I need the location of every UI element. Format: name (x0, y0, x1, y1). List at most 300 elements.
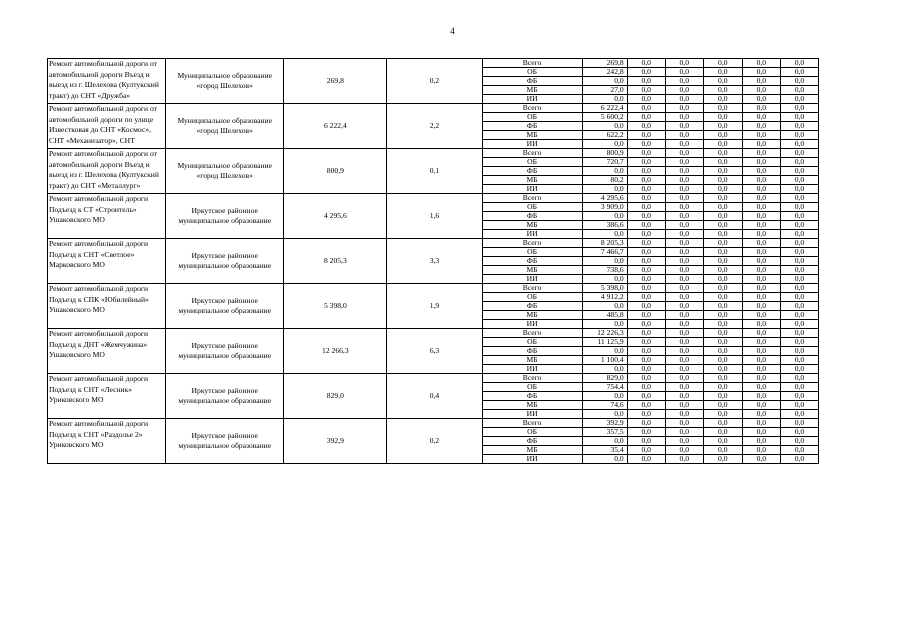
year-value-cell: 0,0 (703, 68, 742, 77)
funding-source-cell: МБ (482, 86, 582, 95)
year-value-cell: 0,0 (627, 257, 665, 266)
year-value-cell: 0,0 (627, 86, 665, 95)
table-row (48, 59, 819, 68)
funding-source-cell: МБ (482, 266, 582, 275)
total-cost-cell: 829,0 (284, 374, 387, 419)
year-value-cell: 0,0 (703, 149, 742, 158)
funding-source-cell: МБ (482, 311, 582, 320)
year-value-cell: 0,0 (665, 95, 703, 104)
year-value-cell: 0,0 (665, 113, 703, 122)
funding-amount-cell: 0,0 (582, 347, 627, 356)
year-value-cell: 0,0 (742, 149, 780, 158)
funding-amount-cell: 80,2 (582, 176, 627, 185)
municipality-cell: Иркутское районное муниципальное образование (166, 194, 284, 239)
funding-amount-cell: 35,4 (582, 446, 627, 455)
year-value-cell: 0,0 (665, 329, 703, 338)
funding-source-cell: ОБ (482, 428, 582, 437)
year-value-cell: 0,0 (703, 284, 742, 293)
funding-source-cell: ИИ (482, 410, 582, 419)
year-value-cell: 0,0 (627, 194, 665, 203)
year-value-cell: 0,0 (665, 392, 703, 401)
year-value-cell: 0,0 (742, 428, 780, 437)
year-value-cell: 0,0 (627, 419, 665, 428)
funding-source-cell: Всего (482, 329, 582, 338)
year-value-cell: 0,0 (780, 329, 818, 338)
year-value-cell: 0,0 (780, 383, 818, 392)
year-value-cell: 0,0 (665, 338, 703, 347)
year-value-cell: 0,0 (665, 239, 703, 248)
year-value-cell: 0,0 (627, 167, 665, 176)
year-value-cell: 0,0 (627, 59, 665, 68)
year-value-cell: 0,0 (627, 230, 665, 239)
funding-amount-cell: 829,0 (582, 374, 627, 383)
funding-source-cell: ОБ (482, 293, 582, 302)
year-value-cell: 0,0 (703, 158, 742, 167)
municipality-cell: Муниципальное образование «город Шелехов» (166, 149, 284, 194)
year-value-cell: 0,0 (627, 149, 665, 158)
funding-source-cell: ОБ (482, 68, 582, 77)
year-value-cell: 0,0 (665, 140, 703, 149)
funding-amount-cell: 8 205,3 (582, 239, 627, 248)
year-value-cell: 0,0 (742, 140, 780, 149)
funding-source-cell: МБ (482, 446, 582, 455)
year-value-cell: 0,0 (665, 194, 703, 203)
year-value-cell: 0,0 (780, 158, 818, 167)
year-value-cell: 0,0 (703, 95, 742, 104)
year-value-cell: 0,0 (703, 77, 742, 86)
year-value-cell: 0,0 (627, 365, 665, 374)
year-value-cell: 0,0 (703, 212, 742, 221)
funding-amount-cell: 0,0 (582, 212, 627, 221)
year-value-cell: 0,0 (665, 149, 703, 158)
year-value-cell: 0,0 (665, 221, 703, 230)
year-value-cell: 0,0 (780, 257, 818, 266)
funding-amount-cell: 0,0 (582, 257, 627, 266)
year-value-cell: 0,0 (703, 410, 742, 419)
funding-amount-cell: 1 100,4 (582, 356, 627, 365)
year-value-cell: 0,0 (703, 329, 742, 338)
year-value-cell: 0,0 (665, 275, 703, 284)
year-value-cell: 0,0 (780, 95, 818, 104)
funding-amount-cell: 0,0 (582, 77, 627, 86)
year-value-cell: 0,0 (627, 320, 665, 329)
year-value-cell: 0,0 (780, 392, 818, 401)
funding-source-cell: ФБ (482, 347, 582, 356)
year-value-cell: 0,0 (627, 437, 665, 446)
funding-amount-cell: 269,8 (582, 59, 627, 68)
year-value-cell: 0,0 (627, 212, 665, 221)
year-value-cell: 0,0 (780, 59, 818, 68)
year-value-cell: 0,0 (780, 167, 818, 176)
year-value-cell: 0,0 (742, 293, 780, 302)
year-value-cell: 0,0 (742, 338, 780, 347)
municipality-cell: Иркутское районное муниципальное образование (166, 419, 284, 464)
year-value-cell: 0,0 (780, 104, 818, 113)
funding-amount-cell: 622,2 (582, 131, 627, 140)
funding-amount-cell: 0,0 (582, 230, 627, 239)
year-value-cell: 0,0 (665, 212, 703, 221)
year-value-cell: 0,0 (742, 392, 780, 401)
year-value-cell: 0,0 (703, 239, 742, 248)
road-name-cell: Ремонт автомобильной дороги Подъезд к СТ «Строитель» Ушаковского МО (48, 194, 166, 239)
funding-source-cell: ФБ (482, 257, 582, 266)
year-value-cell: 0,0 (627, 284, 665, 293)
funding-amount-cell: 386,6 (582, 221, 627, 230)
year-value-cell: 0,0 (780, 248, 818, 257)
funding-source-cell: МБ (482, 176, 582, 185)
year-value-cell: 0,0 (665, 59, 703, 68)
year-value-cell: 0,0 (627, 329, 665, 338)
year-value-cell: 0,0 (703, 131, 742, 140)
year-value-cell: 0,0 (665, 266, 703, 275)
year-value-cell: 0,0 (780, 230, 818, 239)
funding-amount-cell: 0,0 (582, 455, 627, 464)
year-value-cell: 0,0 (627, 311, 665, 320)
year-value-cell: 0,0 (627, 122, 665, 131)
year-value-cell: 0,0 (742, 266, 780, 275)
year-value-cell: 0,0 (665, 446, 703, 455)
year-value-cell: 0,0 (742, 158, 780, 167)
year-value-cell: 0,0 (703, 401, 742, 410)
year-value-cell: 0,0 (703, 230, 742, 239)
year-value-cell: 0,0 (742, 356, 780, 365)
year-value-cell: 0,0 (780, 302, 818, 311)
year-value-cell: 0,0 (627, 95, 665, 104)
municipality-cell: Иркутское районное муниципальное образование (166, 329, 284, 374)
funding-amount-cell: 5 398,0 (582, 284, 627, 293)
year-value-cell: 0,0 (742, 257, 780, 266)
funding-amount-cell: 392,9 (582, 419, 627, 428)
year-value-cell: 0,0 (627, 293, 665, 302)
year-value-cell: 0,0 (665, 437, 703, 446)
funding-amount-cell: 4 295,6 (582, 194, 627, 203)
funding-amount-cell: 6 222,4 (582, 104, 627, 113)
year-value-cell: 0,0 (780, 77, 818, 86)
road-name-cell: Ремонт автомобильной дороги от автомобильной дороги по улице Известковая до СНТ «Космос», СНТ «Механизатор», СНТ (48, 104, 166, 149)
year-value-cell: 0,0 (742, 284, 780, 293)
year-value-cell: 0,0 (780, 365, 818, 374)
year-value-cell: 0,0 (665, 230, 703, 239)
year-value-cell: 0,0 (780, 239, 818, 248)
year-value-cell: 0,0 (703, 194, 742, 203)
year-value-cell: 0,0 (627, 158, 665, 167)
year-value-cell: 0,0 (665, 383, 703, 392)
year-value-cell: 0,0 (742, 230, 780, 239)
funding-amount-cell: 12 226,3 (582, 329, 627, 338)
year-value-cell: 0,0 (742, 275, 780, 284)
funding-source-cell: ОБ (482, 383, 582, 392)
year-value-cell: 0,0 (703, 347, 742, 356)
funding-amount-cell: 0,0 (582, 185, 627, 194)
funding-amount-cell: 357,5 (582, 428, 627, 437)
year-value-cell: 0,0 (703, 392, 742, 401)
year-value-cell: 0,0 (742, 113, 780, 122)
year-value-cell: 0,0 (742, 221, 780, 230)
funding-source-cell: Всего (482, 239, 582, 248)
year-value-cell: 0,0 (627, 68, 665, 77)
page-number: 4 (450, 26, 455, 36)
length-cell: 2,2 (387, 104, 482, 149)
year-value-cell: 0,0 (627, 446, 665, 455)
year-value-cell: 0,0 (742, 77, 780, 86)
funding-amount-cell: 0,0 (582, 122, 627, 131)
year-value-cell: 0,0 (780, 410, 818, 419)
year-value-cell: 0,0 (703, 275, 742, 284)
year-value-cell: 0,0 (627, 248, 665, 257)
year-value-cell: 0,0 (780, 266, 818, 275)
year-value-cell: 0,0 (742, 320, 780, 329)
year-value-cell: 0,0 (742, 302, 780, 311)
year-value-cell: 0,0 (665, 248, 703, 257)
year-value-cell: 0,0 (703, 266, 742, 275)
year-value-cell: 0,0 (742, 248, 780, 257)
year-value-cell: 0,0 (627, 176, 665, 185)
table-row (48, 419, 819, 428)
road-name-cell: Ремонт автомобильной дороги Подъезд к ДНТ «Жемчужина» Ушаковского МО (48, 329, 166, 374)
total-cost-cell: 800,9 (284, 149, 387, 194)
year-value-cell: 0,0 (780, 428, 818, 437)
year-value-cell: 0,0 (780, 176, 818, 185)
length-cell: 6,3 (387, 329, 482, 374)
funding-amount-cell: 0,0 (582, 392, 627, 401)
funding-source-cell: ИИ (482, 320, 582, 329)
funding-amount-cell: 0,0 (582, 320, 627, 329)
year-value-cell: 0,0 (703, 311, 742, 320)
funding-amount-cell: 27,0 (582, 86, 627, 95)
funding-amount-cell: 0,0 (582, 140, 627, 149)
year-value-cell: 0,0 (627, 410, 665, 419)
year-value-cell: 0,0 (627, 374, 665, 383)
length-cell: 0,2 (387, 59, 482, 104)
road-name-cell: Ремонт автомобильной дороги Подъезд к СПК «Юбилейный» Ушаковского МО (48, 284, 166, 329)
funding-amount-cell: 0,0 (582, 95, 627, 104)
table-row (48, 239, 819, 248)
year-value-cell: 0,0 (703, 248, 742, 257)
year-value-cell: 0,0 (742, 347, 780, 356)
year-value-cell: 0,0 (703, 140, 742, 149)
municipality-cell: Муниципальное образование «город Шелехов» (166, 104, 284, 149)
year-value-cell: 0,0 (665, 320, 703, 329)
year-value-cell: 0,0 (703, 383, 742, 392)
funding-source-cell: ФБ (482, 77, 582, 86)
year-value-cell: 0,0 (627, 221, 665, 230)
year-value-cell: 0,0 (627, 185, 665, 194)
year-value-cell: 0,0 (627, 347, 665, 356)
funding-amount-cell: 754,4 (582, 383, 627, 392)
funding-source-cell: ОБ (482, 203, 582, 212)
year-value-cell: 0,0 (665, 158, 703, 167)
year-value-cell: 0,0 (742, 86, 780, 95)
total-cost-cell: 6 222,4 (284, 104, 387, 149)
year-value-cell: 0,0 (780, 275, 818, 284)
year-value-cell: 0,0 (780, 320, 818, 329)
year-value-cell: 0,0 (742, 410, 780, 419)
year-value-cell: 0,0 (627, 266, 665, 275)
year-value-cell: 0,0 (742, 383, 780, 392)
funding-source-cell: Всего (482, 59, 582, 68)
funding-amount-cell: 0,0 (582, 302, 627, 311)
year-value-cell: 0,0 (703, 221, 742, 230)
funding-source-cell: ИИ (482, 455, 582, 464)
funding-source-cell: ИИ (482, 140, 582, 149)
year-value-cell: 0,0 (780, 221, 818, 230)
funding-amount-cell: 0,0 (582, 410, 627, 419)
year-value-cell: 0,0 (780, 185, 818, 194)
year-value-cell: 0,0 (703, 338, 742, 347)
year-value-cell: 0,0 (665, 167, 703, 176)
year-value-cell: 0,0 (627, 104, 665, 113)
year-value-cell: 0,0 (665, 419, 703, 428)
funding-source-cell: Всего (482, 374, 582, 383)
year-value-cell: 0,0 (665, 302, 703, 311)
total-cost-cell: 5 398,0 (284, 284, 387, 329)
funding-source-cell: МБ (482, 131, 582, 140)
funding-source-cell: ФБ (482, 437, 582, 446)
table-row (48, 374, 819, 383)
year-value-cell: 0,0 (703, 203, 742, 212)
year-value-cell: 0,0 (665, 203, 703, 212)
year-value-cell: 0,0 (703, 437, 742, 446)
road-name-cell: Ремонт автомобильной дороги Подъезд к СНТ «Лесник» Уриковского МО (48, 374, 166, 419)
funding-source-cell: ИИ (482, 275, 582, 284)
year-value-cell: 0,0 (742, 176, 780, 185)
year-value-cell: 0,0 (780, 455, 818, 464)
funding-source-cell: ИИ (482, 95, 582, 104)
funding-amount-cell: 74,6 (582, 401, 627, 410)
year-value-cell: 0,0 (742, 68, 780, 77)
year-value-cell: 0,0 (665, 77, 703, 86)
funding-source-cell: Всего (482, 194, 582, 203)
year-value-cell: 0,0 (780, 203, 818, 212)
table-row (48, 104, 819, 113)
year-value-cell: 0,0 (665, 374, 703, 383)
year-value-cell: 0,0 (703, 293, 742, 302)
funding-source-cell: ОБ (482, 248, 582, 257)
year-value-cell: 0,0 (780, 149, 818, 158)
total-cost-cell: 269,8 (284, 59, 387, 104)
year-value-cell: 0,0 (742, 167, 780, 176)
year-value-cell: 0,0 (780, 338, 818, 347)
year-value-cell: 0,0 (742, 104, 780, 113)
year-value-cell: 0,0 (703, 302, 742, 311)
funding-source-cell: ФБ (482, 122, 582, 131)
year-value-cell: 0,0 (665, 176, 703, 185)
year-value-cell: 0,0 (665, 356, 703, 365)
year-value-cell: 0,0 (780, 293, 818, 302)
funding-amount-cell: 0,0 (582, 275, 627, 284)
year-value-cell: 0,0 (780, 131, 818, 140)
year-value-cell: 0,0 (665, 428, 703, 437)
funding-amount-cell: 738,6 (582, 266, 627, 275)
funding-source-cell: МБ (482, 221, 582, 230)
year-value-cell: 0,0 (665, 455, 703, 464)
year-value-cell: 0,0 (703, 374, 742, 383)
year-value-cell: 0,0 (665, 311, 703, 320)
year-value-cell: 0,0 (703, 86, 742, 95)
year-value-cell: 0,0 (742, 131, 780, 140)
funding-amount-cell: 4 912,2 (582, 293, 627, 302)
year-value-cell: 0,0 (703, 167, 742, 176)
funding-amount-cell: 800,9 (582, 149, 627, 158)
year-value-cell: 0,0 (742, 95, 780, 104)
year-value-cell: 0,0 (627, 401, 665, 410)
funding-source-cell: ОБ (482, 113, 582, 122)
road-name-cell: Ремонт автомобильной дороги Подъезд к СНТ «Светлое» Марковского МО (48, 239, 166, 284)
year-value-cell: 0,0 (665, 410, 703, 419)
year-value-cell: 0,0 (703, 365, 742, 374)
year-value-cell: 0,0 (665, 257, 703, 266)
year-value-cell: 0,0 (627, 302, 665, 311)
year-value-cell: 0,0 (742, 401, 780, 410)
year-value-cell: 0,0 (742, 212, 780, 221)
year-value-cell: 0,0 (780, 437, 818, 446)
funding-amount-cell: 0,0 (582, 365, 627, 374)
year-value-cell: 0,0 (780, 374, 818, 383)
year-value-cell: 0,0 (780, 284, 818, 293)
year-value-cell: 0,0 (742, 437, 780, 446)
year-value-cell: 0,0 (703, 356, 742, 365)
funding-amount-cell: 11 125,9 (582, 338, 627, 347)
funding-amount-cell: 720,7 (582, 158, 627, 167)
table-row (48, 284, 819, 293)
funding-amount-cell: 7 466,7 (582, 248, 627, 257)
year-value-cell: 0,0 (627, 140, 665, 149)
year-value-cell: 0,0 (665, 293, 703, 302)
year-value-cell: 0,0 (742, 203, 780, 212)
year-value-cell: 0,0 (665, 68, 703, 77)
year-value-cell: 0,0 (742, 311, 780, 320)
year-value-cell: 0,0 (780, 122, 818, 131)
funding-source-cell: ФБ (482, 212, 582, 221)
year-value-cell: 0,0 (665, 122, 703, 131)
year-value-cell: 0,0 (742, 329, 780, 338)
funding-source-cell: Всего (482, 284, 582, 293)
year-value-cell: 0,0 (780, 86, 818, 95)
year-value-cell: 0,0 (665, 365, 703, 374)
year-value-cell: 0,0 (665, 104, 703, 113)
funding-source-cell: Всего (482, 419, 582, 428)
year-value-cell: 0,0 (742, 59, 780, 68)
funding-source-cell: ИИ (482, 230, 582, 239)
year-value-cell: 0,0 (627, 113, 665, 122)
municipality-cell: Иркутское районное муниципальное образование (166, 374, 284, 419)
funding-amount-cell: 242,8 (582, 68, 627, 77)
year-value-cell: 0,0 (627, 356, 665, 365)
year-value-cell: 0,0 (665, 131, 703, 140)
funding-source-cell: Всего (482, 149, 582, 158)
year-value-cell: 0,0 (627, 77, 665, 86)
year-value-cell: 0,0 (703, 320, 742, 329)
year-value-cell: 0,0 (703, 122, 742, 131)
year-value-cell: 0,0 (665, 401, 703, 410)
year-value-cell: 0,0 (703, 176, 742, 185)
year-value-cell: 0,0 (703, 257, 742, 266)
year-value-cell: 0,0 (627, 392, 665, 401)
municipality-cell: Иркутское районное муниципальное образование (166, 284, 284, 329)
funding-source-cell: Всего (482, 104, 582, 113)
year-value-cell: 0,0 (627, 203, 665, 212)
table-row (48, 329, 819, 338)
year-value-cell: 0,0 (703, 446, 742, 455)
length-cell: 0,1 (387, 149, 482, 194)
road-name-cell: Ремонт автомобильной дороги Подъезд к СНТ «Раздолье 2» Уриковского МО (48, 419, 166, 464)
road-name-cell: Ремонт автомобильной дороги от автомобильной дороги Въезд и выезд из г. Шелехова (Култукский тракт) до СНТ «Дружба» (48, 59, 166, 104)
funding-amount-cell: 485,8 (582, 311, 627, 320)
length-cell: 1,6 (387, 194, 482, 239)
year-value-cell: 0,0 (742, 365, 780, 374)
funding-amount-cell: 0,0 (582, 167, 627, 176)
year-value-cell: 0,0 (703, 104, 742, 113)
